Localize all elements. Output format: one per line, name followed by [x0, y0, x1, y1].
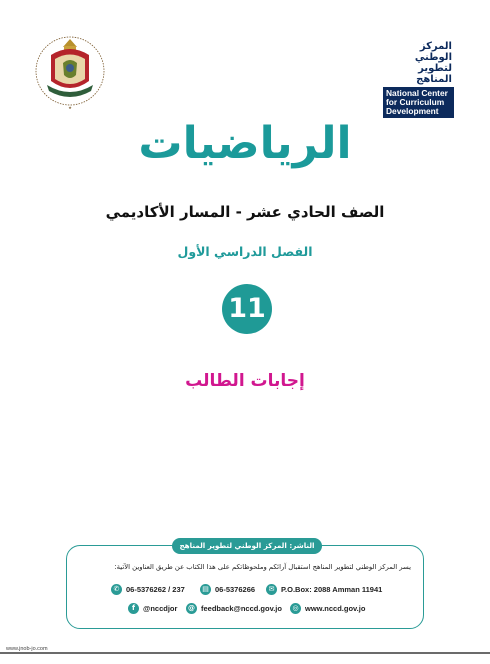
- grade-number-badge: 11: [222, 284, 272, 334]
- nccd-logo-ar-line2: لتطوير المناهج: [416, 63, 452, 85]
- footer-url[interactable]: www.jnob-jo.com: [6, 646, 48, 652]
- nccd-logo-en-line1: National Center: [386, 88, 448, 98]
- phone2-text: 06-5376266: [215, 585, 256, 594]
- grade-track-line: الصف الحادي عشر - المسار الأكاديمي: [105, 203, 385, 221]
- publisher-tab-label: الناشر: المركز الوطني لتطوير المناهج: [172, 538, 322, 554]
- publisher-note: يسر المركز الوطني لتطوير المناهج استقبال آرائكم وملحوظاتكم على هذا الكتاب عن طريق العناوين الآتية:: [114, 563, 411, 571]
- book-title: الرياضيات: [138, 118, 352, 169]
- facebook-icon: f: [128, 603, 139, 614]
- fax-icon: ▤: [200, 584, 211, 595]
- bottom-rule: [0, 652, 490, 654]
- contact-phone2[interactable]: [200, 584, 255, 595]
- facebook-text: @nccdjor: [143, 604, 178, 613]
- mailbox-icon: ✉: [266, 584, 277, 595]
- jordan-emblem: [33, 33, 108, 113]
- phone-icon: ✆: [111, 584, 122, 595]
- contact-website[interactable]: [290, 603, 365, 614]
- globe-icon: ◎: [290, 603, 301, 614]
- nccd-logo-english: [383, 87, 454, 118]
- website-text: www.nccd.gov.jo: [305, 604, 366, 613]
- nccd-logo-arabic: [383, 41, 454, 85]
- nccd-logo-en-line3: Development: [386, 106, 439, 116]
- semester-label: الفصل الدراسي الأول: [177, 244, 313, 259]
- student-answers-title: إجابات الطالب: [185, 371, 305, 391]
- phone1-text: 06-5376262 / 237: [126, 585, 185, 594]
- svg-text:★: ★: [68, 105, 72, 110]
- nccd-logo-en-line2: for Curriculum: [386, 97, 445, 107]
- email-text: feedback@nccd.gov.jo: [201, 604, 282, 613]
- contact-facebook[interactable]: [128, 603, 177, 614]
- pobox-text: P.O.Box: 2088 Amman 11941: [281, 585, 383, 594]
- email-icon: @: [188, 604, 195, 612]
- contact-pobox: [266, 584, 382, 595]
- jordan-emblem-icon: [33, 33, 108, 113]
- nccd-logo: [383, 41, 454, 118]
- nccd-logo-ar-line1: المركز الوطني: [414, 41, 452, 63]
- contact-phone1[interactable]: [111, 584, 185, 595]
- contact-email[interactable]: [186, 603, 282, 614]
